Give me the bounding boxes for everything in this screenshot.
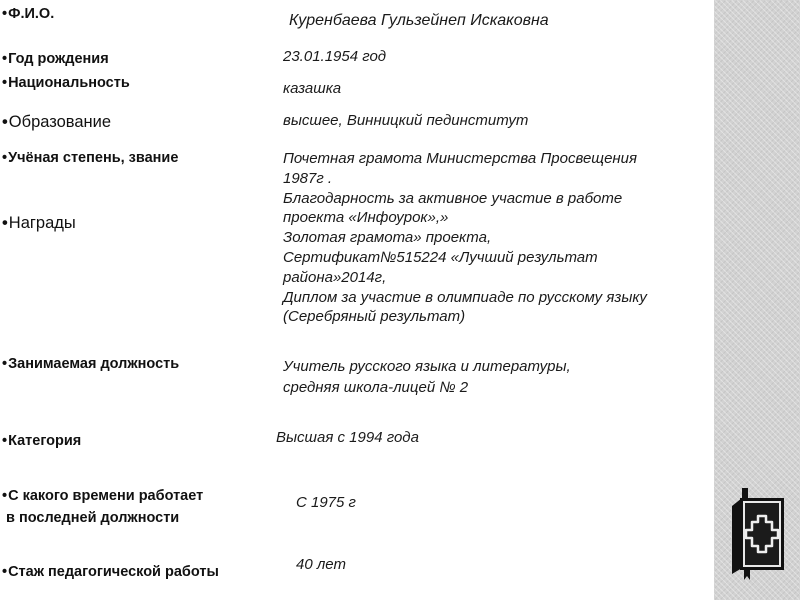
value-category: Высшая с 1994 года bbox=[276, 429, 419, 446]
value-position bbox=[283, 356, 571, 398]
awards-line: Золотая грамота» проекта, bbox=[283, 229, 492, 247]
value-since: С 1975 г bbox=[296, 494, 356, 511]
awards-line: Почетная грамота Министерства Просвещения bbox=[283, 150, 638, 167]
label-experience: •Стаж педагогической работы bbox=[2, 564, 219, 580]
label-degree: •Учёная степень, звание bbox=[2, 150, 179, 166]
value-awards bbox=[283, 149, 647, 327]
label-nationality: •Национальность bbox=[2, 75, 130, 91]
awards-line: 1987г . bbox=[283, 169, 333, 187]
label-position: •Занимаемая должность bbox=[2, 356, 180, 372]
awards-line: Сертификат№515224 «Лучший результат bbox=[283, 248, 598, 266]
label-birth-year: •Год рождения bbox=[2, 51, 109, 67]
label-education: •Образование bbox=[2, 113, 112, 131]
label-fio: •Ф.И.О. bbox=[2, 6, 55, 22]
awards-line: Диплом за участие в олимпиаде по русскому языку bbox=[283, 288, 647, 306]
awards-line: района»2014г, bbox=[283, 268, 387, 286]
value-birth-year: 23.01.1954 год bbox=[283, 48, 387, 65]
value-fio: Куренбаева Гульзейнеп Искаковна bbox=[289, 12, 549, 29]
awards-line: (Серебряный результат) bbox=[283, 308, 466, 326]
value-experience: 40 лет bbox=[296, 556, 346, 573]
position-line: средняя школа-лицей № 2 bbox=[283, 379, 469, 396]
book-icon bbox=[730, 486, 786, 582]
label-since: •С какого времени работает в последней должности bbox=[2, 488, 204, 526]
label-awards: •Награды bbox=[2, 214, 76, 232]
awards-line: Благодарность за активное участие в работе bbox=[283, 189, 623, 207]
awards-line: проекта «Инфоурок»,» bbox=[283, 209, 449, 227]
value-nationality: казашка bbox=[283, 80, 342, 97]
position-line: Учитель русского языка и литературы, bbox=[283, 358, 571, 375]
label-category: •Категория bbox=[2, 433, 82, 449]
value-education: высшее, Винницкий пединститут bbox=[283, 112, 529, 129]
